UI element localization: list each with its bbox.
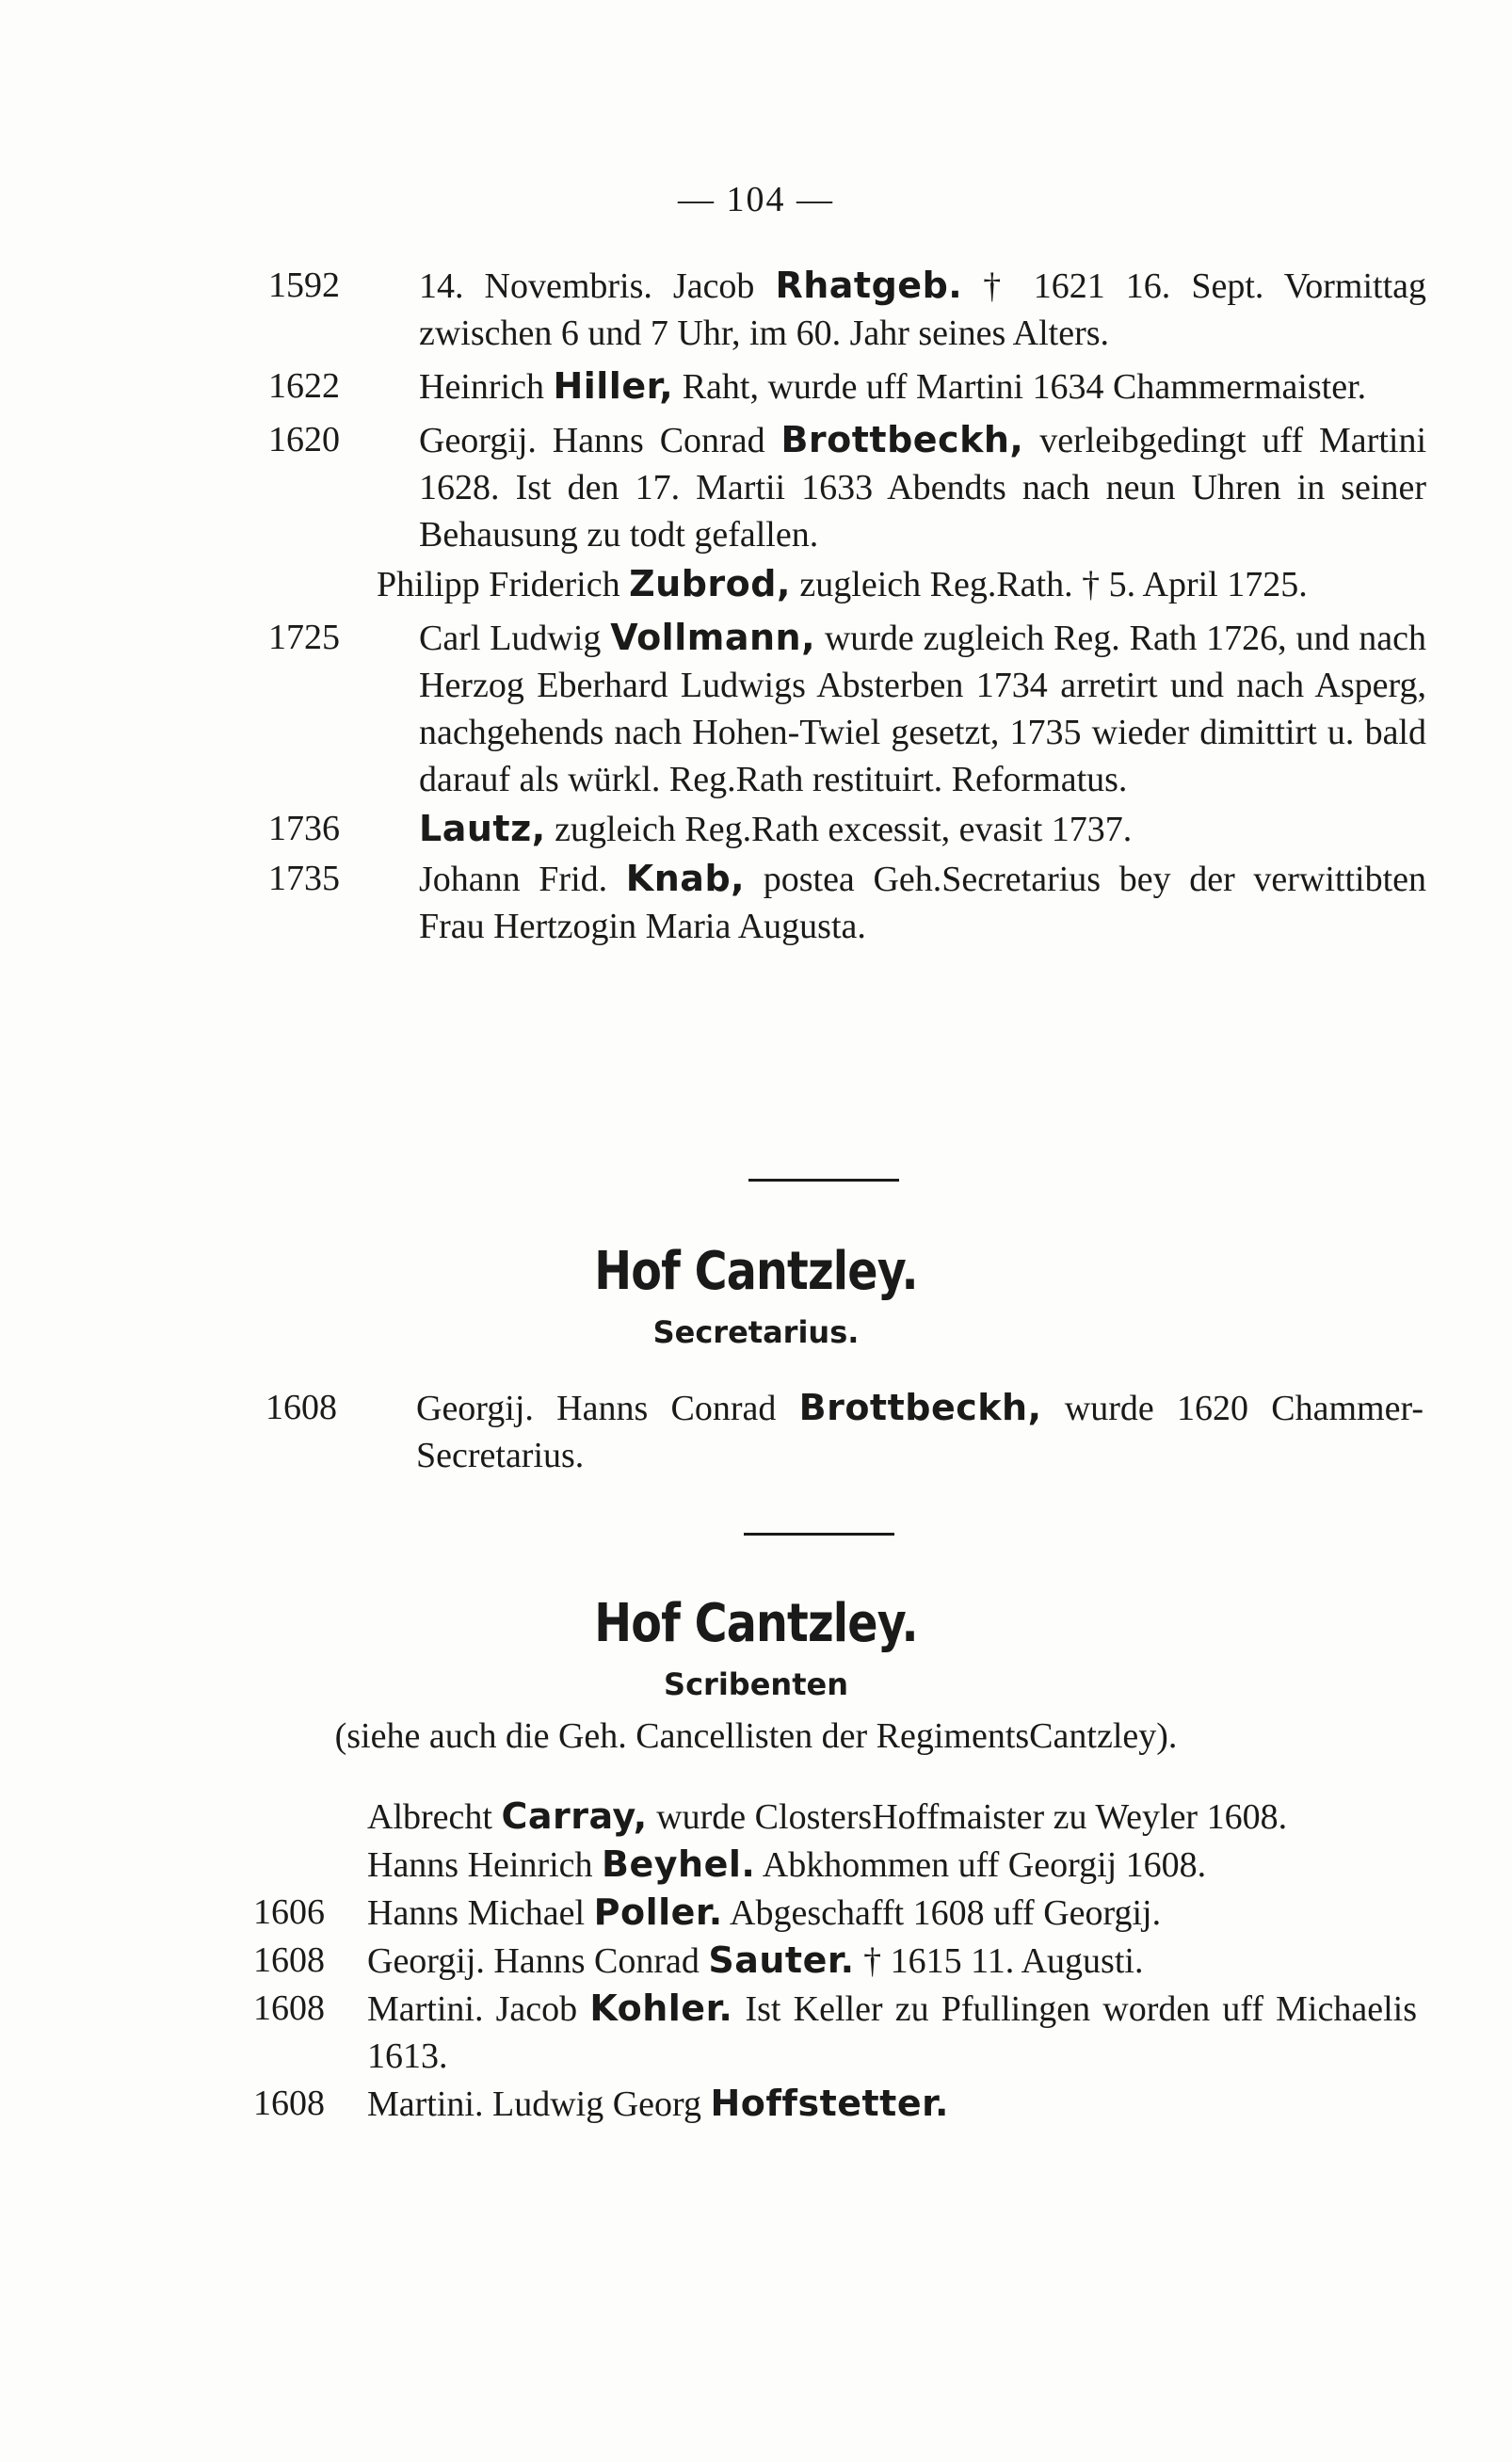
entry-text: postea Geh.Secretarius bey der verwittibten Frau Hertzogin Maria Augusta. [419, 860, 1427, 946]
entry [268, 262, 1426, 357]
section-divider [744, 1533, 894, 1536]
entry-text: Philipp Friderich [377, 565, 630, 604]
entry-year: 1620 [268, 420, 340, 459]
entry [253, 1985, 1417, 2080]
entry-text: Abkhommen uff Georgij 1608. [755, 1845, 1207, 1885]
entry-text: wurde ClostersHoffmaister zu Weyler 1608. [647, 1797, 1288, 1837]
section-note: (siehe auch die Geh. Cancellisten der RegimentsCantzley). [334, 1716, 1178, 1756]
entry [268, 805, 1426, 853]
entry-text: Ist Keller zu Pfullingen worden uff Michaelis 1613. [367, 1989, 1417, 2076]
entry-text: wurde 1620 Chammer-Secretarius. [416, 1389, 1424, 1475]
person-name: Brottbeckh, [780, 419, 1024, 460]
page-number: — 104 — [678, 180, 834, 219]
entry [268, 416, 1426, 558]
entry-year: 1608 [253, 2084, 325, 2123]
entry-text: Georgij. Hanns Conrad [419, 421, 781, 460]
person-name: Knab, [625, 858, 746, 899]
entry [265, 1384, 1424, 1479]
entry-text: zugleich Reg.Rath excessit, evasit 1737. [545, 810, 1133, 849]
entry-year: 1608 [253, 1988, 325, 2028]
person-name: Hiller, [553, 365, 674, 407]
entry-text: Heinrich [419, 367, 554, 407]
section1-entries [265, 1384, 1424, 1479]
entry-text: Albrecht [367, 1797, 502, 1837]
entry [253, 2080, 1417, 2128]
section2-entries [253, 1793, 1417, 2128]
person-name: Poller. [593, 1891, 723, 1933]
entry-text: zugleich Reg.Rath. † 5. April 1725. [790, 565, 1308, 604]
entry-text: † 1621 16. Sept. Vormittag zwischen 6 und 7 Uhr, im 60. Jahr seines Alters. [419, 266, 1427, 353]
section-divider [748, 1179, 899, 1182]
section-subtitle: Secretarius. [652, 1314, 860, 1350]
entry-text: verleibgedingt uff Martini 1628. Ist den 17. Martii 1633 Abendts nach neun Uhren in seiner Behausung zu todt gefallen. [419, 421, 1427, 555]
entry-year: 1592 [268, 266, 340, 305]
entry-text: Carl Ludwig [419, 619, 611, 658]
entry-text: wurde zugleich Reg. Rath 1726, und nach Herzog Eberhard Ludwigs Absterben 1734 arretirt und nach Asperg, nachgehends nach Hohen-Twiel gesetzt, 1735 wieder dimittirt u. bald darauf als würkl. Reg.Rath restituirt. Reformatus. [419, 619, 1426, 799]
entry-year: 1606 [253, 1892, 325, 1932]
entry-text: Raht, wurde uff Martini 1634 Chammermaister. [673, 367, 1367, 407]
entry-text: Martini. Ludwig Georg [367, 2084, 711, 2124]
person-name: Brottbeckh, [798, 1387, 1042, 1428]
entry-text: Hanns Michael [367, 1893, 594, 1933]
person-name: Carray, [501, 1795, 648, 1837]
entry [253, 1889, 1417, 1937]
entry-text: † 1615 11. Augusti. [854, 1941, 1144, 1981]
section-subtitle: Scribenten [664, 1666, 848, 1702]
entry-text: Georgij. Hanns Conrad [416, 1389, 799, 1428]
entry-year: 1736 [268, 809, 340, 848]
entry-year: 1608 [265, 1388, 337, 1427]
person-name: Kohler. [589, 1987, 733, 2029]
entry [259, 1793, 1417, 1841]
person-name: Zubrod, [629, 563, 791, 604]
person-name: Lautz, [419, 808, 546, 849]
entry [268, 614, 1426, 803]
person-name: Sauter. [708, 1939, 855, 1981]
entry [259, 1841, 1417, 1889]
entry-year: 1608 [253, 1940, 325, 1980]
entry-year: 1725 [268, 618, 340, 657]
entry [253, 1937, 1417, 1985]
entry-text: 14. Novembris. Jacob [419, 266, 776, 306]
person-name: Beyhel. [602, 1843, 756, 1885]
entries-top [268, 262, 1426, 950]
person-name: Rhatgeb. [775, 265, 963, 306]
person-name: Hoffstetter. [710, 2083, 949, 2124]
section-title: Hof Cantzley. [594, 1241, 918, 1302]
section-title: Hof Cantzley. [594, 1593, 918, 1654]
entry-text: Abgeschafft 1608 uff Georgij. [722, 1893, 1162, 1933]
entry-year: 1622 [268, 366, 340, 406]
entry-text: Martini. Jacob [367, 1989, 590, 2029]
entry-text: Hanns Heinrich [367, 1845, 603, 1885]
entry-text: Johann Frid. [419, 860, 626, 899]
entry-year: 1735 [268, 859, 340, 898]
entry [268, 362, 1426, 410]
person-name: Vollmann, [610, 617, 816, 658]
entry [268, 560, 1426, 608]
entry-text: Georgij. Hanns Conrad [367, 1941, 709, 1981]
entry [268, 855, 1426, 950]
